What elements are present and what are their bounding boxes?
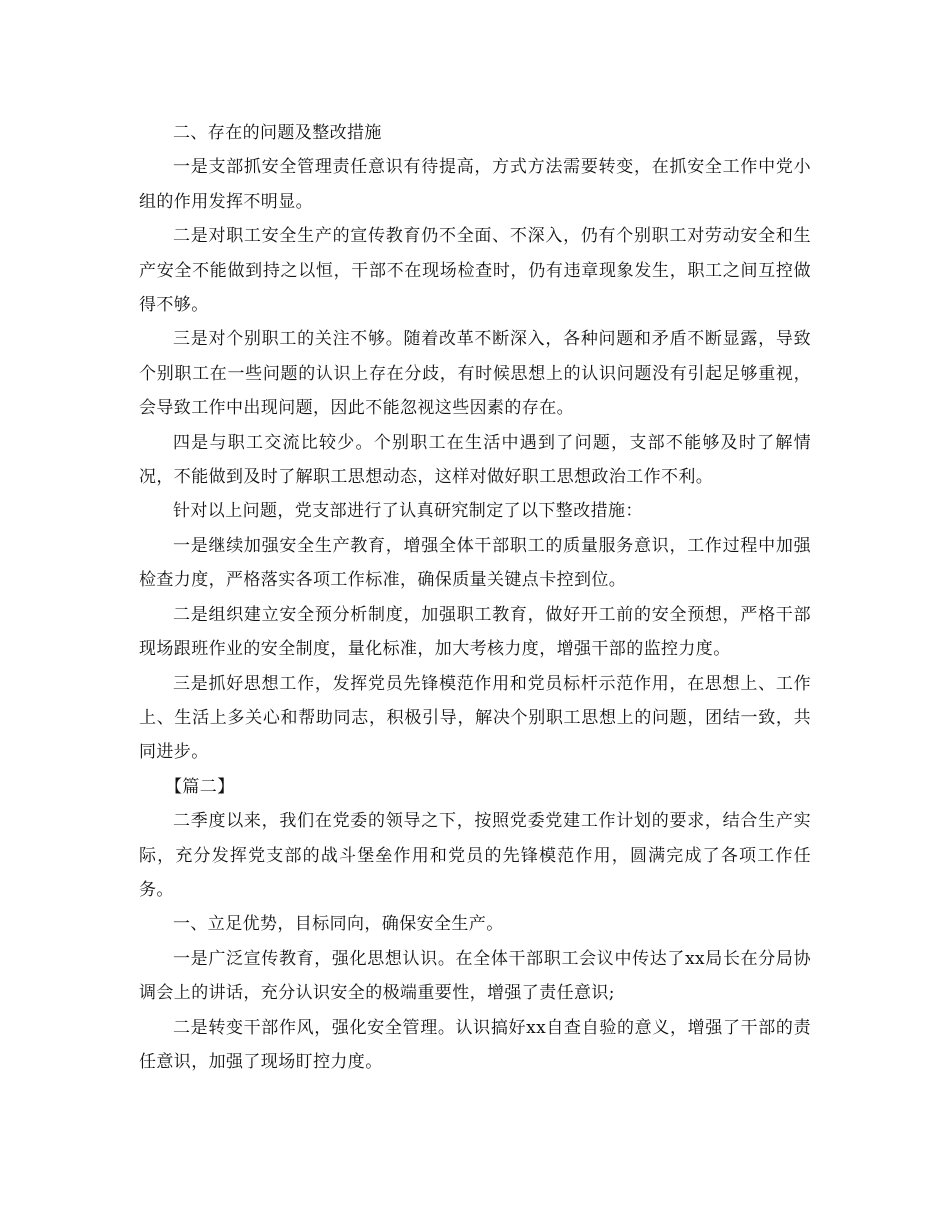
- section-heading-safety: 一、立足优势，目标同向，确保安全生产。: [173, 914, 504, 935]
- paragraph: 一是支部抓安全管理责任意识有待提高，方式方法需要转变，在抓安全工作中党小组的作用发挥不明显。: [139, 157, 811, 212]
- section-tag-part-two: 【篇二】: [165, 776, 235, 797]
- paragraph: 针对以上问题，党支部进行了认真研究制定了以下整改措施：: [173, 501, 643, 522]
- section-heading-problems: 二、存在的问题及整改措施: [173, 123, 382, 143]
- paragraph: 二季度以来，我们在党委的领导之下，按照党委党建工作计划的要求，结合生产实际，充分发挥党支部的战斗堡垒作用和党员的先锋模范作用，圆满完成了各项工作任务。: [139, 811, 811, 900]
- document-body: [139, 116, 811, 1079]
- paragraph: 一是继续加强安全生产教育，增强全体干部职工的质量服务意识，工作过程中加强检查力度，严格落实各项工作标准，确保质量关键点卡控到位。: [139, 535, 811, 591]
- paragraph: 一是广泛宣传教育，强化思想认识。在全体干部职工会议中传达了xx局长在分局协调会上的讲话，充分认识安全的极端重要性，增强了责任意识;: [139, 948, 811, 1004]
- paragraph: 三是抓好思想工作，发挥党员先锋模范作用和党员标杆示范作用，在思想上、工作上、生活上多关心和帮助同志，积极引导，解决个别职工思想上的问题，团结一致，共同进步。: [139, 673, 811, 763]
- paragraph: 二是对职工安全生产的宣传教育仍不全面、不深入，仍有个别职工对劳动安全和生产安全不能做到持之以恒，干部不在现场检查时，仍有违章现象发生，职工之间互控做得不够。: [139, 226, 811, 316]
- paragraph: 二是转变干部作风，强化安全管理。认识搞好xx自查自验的意义，增强了干部的责任意识，加强了现场盯控力度。: [139, 1017, 811, 1072]
- paragraph: 四是与职工交流比较少。个别职工在生活中遇到了问题，支部不能够及时了解情况，不能做到及时了解职工思想动态，这样对做好职工思想政治工作不利。: [139, 432, 811, 488]
- paragraph: 二是组织建立安全预分析制度，加强职工教育，做好开工前的安全预想，严格干部现场跟班作业的安全制度，量化标准，加大考核力度，增强干部的监控力度。: [139, 604, 811, 660]
- paragraph: 三是对个别职工的关注不够。随着改革不断深入，各种问题和矛盾不断显露，导致个别职工在一些问题的认识上存在分歧，有时候思想上的认识问题没有引起足够重视，会导致工作中出现问题，因此不能忽视这些因素的存在。: [139, 329, 811, 419]
